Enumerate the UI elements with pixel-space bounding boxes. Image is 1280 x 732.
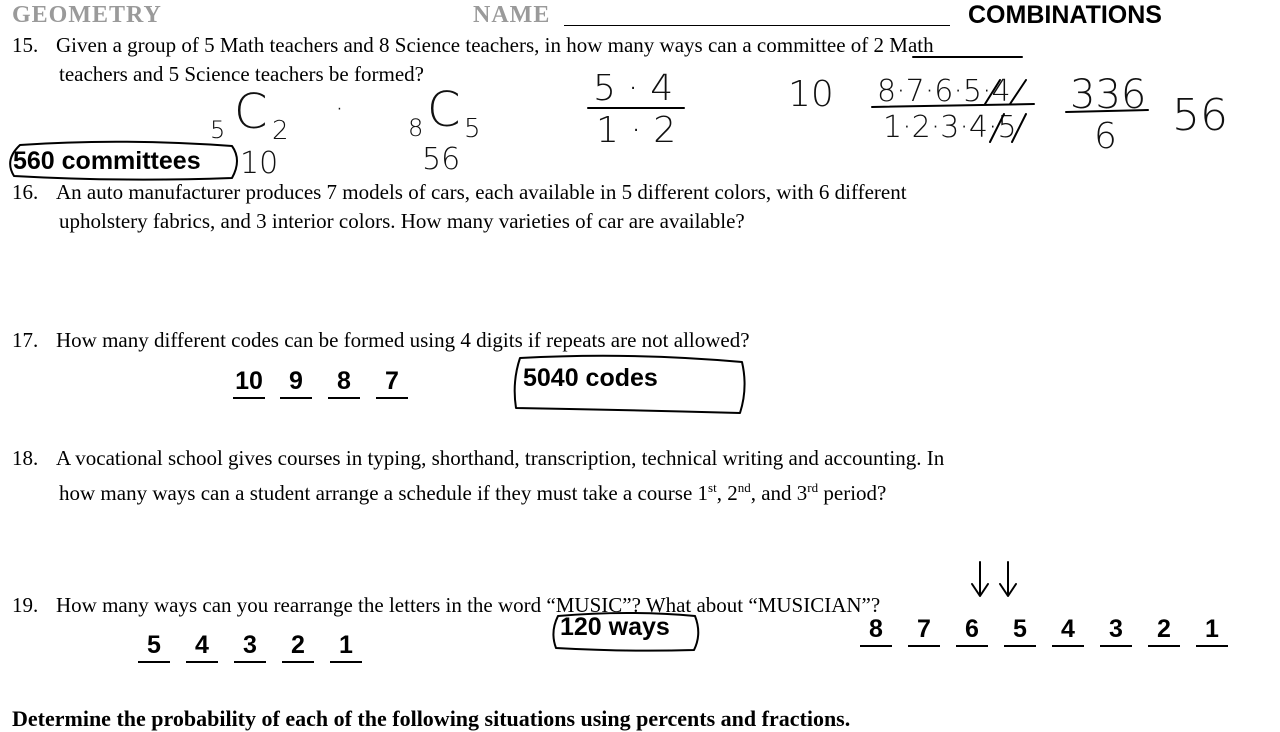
frac2-denominator: 1·2·3·4·5: [883, 110, 1017, 145]
question-text-cont: upholstery fabrics, and 3 interior colors. How many varieties of car are available?: [59, 209, 745, 233]
blank-17-3: 8: [328, 367, 360, 396]
question-16: [12, 178, 907, 236]
comb2-value: 56: [422, 142, 461, 177]
question-text-cont: teachers and 5 Science teachers be formed?: [59, 62, 424, 86]
question-text-cont: [12, 473, 944, 508]
blank-19a-3: 3: [234, 631, 266, 660]
blank-19b-6: 3: [1100, 615, 1132, 644]
question-text: A vocational school gives courses in typing, shorthand, transcription, technical writing and accounting. In: [56, 446, 945, 470]
blank-17-1: 10: [233, 367, 265, 396]
text-part: how many ways can a student arrange a schedule if they must take a course 1: [59, 481, 709, 505]
ordinal-sup: nd: [737, 480, 751, 495]
question-text: How many different codes can be formed using 4 digits if repeats are not allowed?: [56, 328, 750, 352]
blank-19b-5: 4: [1052, 615, 1084, 644]
times-dot: ·: [335, 92, 344, 125]
strike-4-top: [1010, 80, 1026, 104]
text-part: , 2: [716, 481, 738, 505]
question-number: 18.: [12, 446, 39, 470]
frac3-numerator: 336: [1070, 72, 1147, 118]
question-18: [12, 444, 944, 508]
frac3-denominator: 6: [1094, 116, 1117, 157]
name-line: [564, 25, 950, 26]
comb1-c: C: [234, 84, 268, 140]
ordinal-sup: st: [708, 480, 717, 495]
blank-19b-1: 8: [860, 615, 892, 644]
comb2-c: C: [427, 82, 461, 138]
answer-15: 560 committees: [13, 147, 201, 175]
frac3-result: 56: [1172, 90, 1228, 141]
comb1-value: 10: [240, 146, 279, 181]
arrow-down-icon: [1000, 562, 1016, 596]
blank-19b-3: 6: [956, 615, 988, 644]
frac1-result: 10: [788, 74, 834, 115]
blank-19a-4: 2: [282, 631, 314, 660]
comb2-sub: 5: [464, 114, 481, 144]
subject-title: GEOMETRY: [12, 2, 162, 28]
question-number: 15.: [12, 33, 39, 57]
blank-19b-8: 1: [1196, 615, 1228, 644]
question-number: 19.: [12, 593, 39, 617]
name-label: NAME: [473, 2, 551, 28]
text-part: , and 3: [750, 481, 808, 505]
question-number: 17.: [12, 328, 39, 352]
topic-title: COMBINATIONS: [968, 1, 1162, 29]
blank-17-2: 9: [280, 367, 312, 396]
question-number: 16.: [12, 180, 39, 204]
text-part: period?: [818, 481, 887, 505]
blank-19b-7: 2: [1148, 615, 1180, 644]
answer-17: 5040 codes: [523, 364, 658, 392]
blank-19a-5: 1: [330, 631, 362, 660]
blank-19a-2: 4: [186, 631, 218, 660]
question-19: [12, 591, 880, 620]
blank-19b-4: 5: [1004, 615, 1036, 644]
frac2-numerator: 8·7·6·5·4: [877, 74, 1011, 109]
blank-17-4: 7: [376, 367, 408, 396]
question-17: [12, 326, 750, 355]
comb1-sub: 2: [272, 116, 289, 146]
section-instructions: Determine the probability of each of the following situations using percents and fractions.: [12, 706, 851, 731]
question-text: Given a group of 5 Math teachers and 8 Science teachers, in how many ways can a committee of 2 Math: [56, 33, 934, 57]
question-text: How many ways can you rearrange the letters in the word “MUSIC”? What about “MUSICIAN”?: [56, 593, 881, 617]
comb2-prefix: 8: [408, 114, 424, 142]
answer-19: 120 ways: [560, 613, 670, 641]
question-text: An auto manufacturer produces 7 models of cars, each available in 5 different colors, with 6 different: [56, 180, 907, 204]
blank-19a-1: 5: [138, 631, 170, 660]
ordinal-sup: rd: [807, 480, 819, 495]
frac1-numerator: 5 · 4: [593, 68, 674, 109]
frac1-denominator: 1 · 2: [596, 110, 677, 151]
comb1-prefix: 5: [210, 116, 226, 144]
blank-19b-2: 7: [908, 615, 940, 644]
arrow-down-icon: [972, 562, 988, 596]
